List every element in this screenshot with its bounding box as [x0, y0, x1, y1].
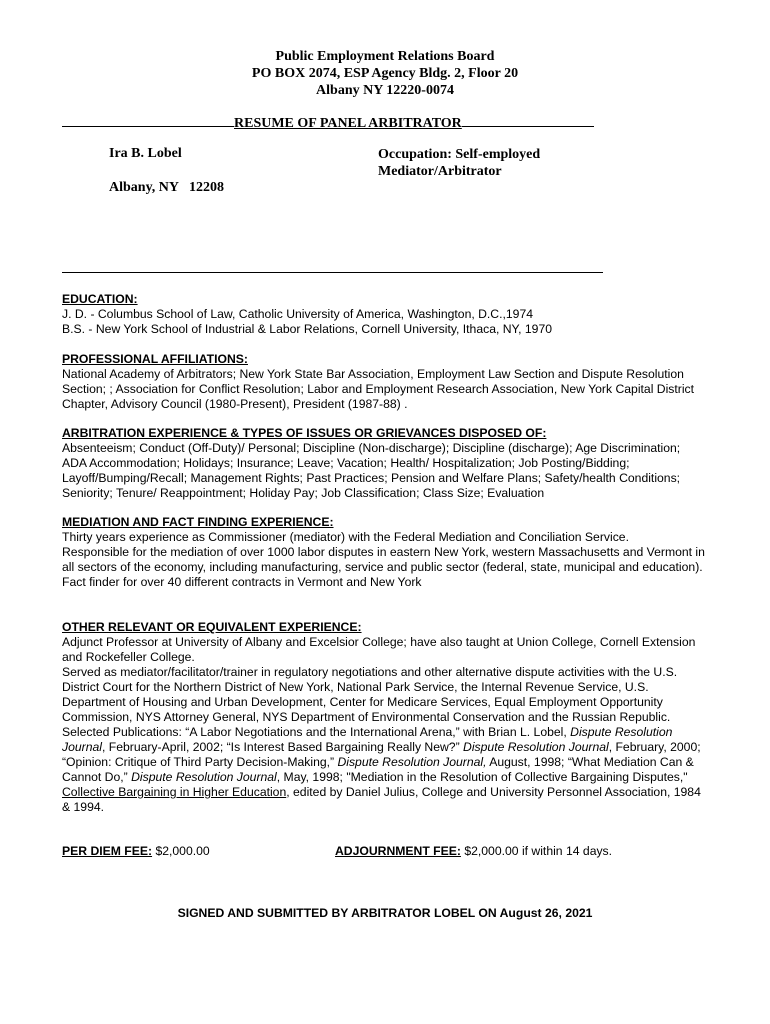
- signature-statement: SIGNED AND SUBMITTED BY ARBITRATOR LOBEL ON August 26, 2021: [177, 906, 593, 920]
- document-title: RESUME OF PANEL ARBITRATOR: [234, 116, 462, 131]
- arbitrator-name: Ira B. Lobel: [109, 146, 182, 161]
- arbitration-heading: ARBITRATION EXPERIENCE & TYPES OF ISSUES OR GRIEVANCES DISPOSED OF:: [62, 426, 547, 440]
- letterhead-org: Public Employment Relations Board: [275, 49, 495, 64]
- publication-text: , February, 2000; “Opinion: Critique of Third Party Decision-Making,”: [62, 740, 701, 769]
- adjournment-fee-value: $2,000.00 if within 14 days.: [460, 844, 613, 858]
- education-heading: EDUCATION:: [62, 292, 138, 306]
- occupation-line-1: Occupation: Self-employed: [378, 147, 541, 162]
- mediation-line: Fact finder for over 40 different contracts in Vermont and New York: [62, 575, 422, 589]
- title-rule-left: [62, 114, 234, 127]
- adjournment-fee: [335, 844, 612, 858]
- other-experience-section: [62, 620, 707, 815]
- journal-title: Dispute Resolution Journal: [463, 740, 609, 754]
- per-diem-fee-value: $2,000.00: [152, 844, 210, 858]
- letterhead-address: PO BOX 2074, ESP Agency Bldg. 2, Floor 20: [251, 66, 519, 81]
- other-experience-teaching: Adjunct Professor at University of Albany and Excelsior College; have also taught at Union College, Cornell Extension and Rockefeller College.: [62, 635, 696, 664]
- per-diem-fee: [62, 844, 210, 858]
- document-title-row: [62, 114, 602, 132]
- education-item: J. D. - Columbus School of Law, Catholic University of America, Washington, D.C.,1974: [62, 307, 533, 321]
- arbitrator-occupation: [378, 146, 540, 180]
- mediation-section: [62, 515, 707, 590]
- book-title: Collective Bargaining in Higher Education: [62, 785, 287, 799]
- publication-text: August, 1998; “What Mediation Can & Cannot Do,”: [62, 755, 694, 784]
- mediation-line: Thirty years experience as Commissioner (mediator) with the Federal Mediation and Conciliation Service.: [62, 530, 629, 544]
- occupation-line-2: Mediator/Arbitrator: [378, 164, 502, 179]
- letterhead-city: Albany NY 12220-0074: [316, 83, 454, 98]
- mediation-heading: MEDIATION AND FACT FINDING EXPERIENCE:: [62, 515, 334, 529]
- education-item: B.S. - New York School of Industrial & Labor Relations, Cornell University, Ithaca, NY, 1970: [62, 322, 553, 336]
- education-section: [62, 292, 707, 337]
- section-divider: [62, 272, 603, 273]
- publications-intro: Selected Publications: “A Labor Negotiations and the International Arena,” with Brian L. Lobel,: [62, 725, 571, 739]
- affiliations-section: [62, 352, 707, 412]
- affiliations-heading: PROFESSIONAL AFFILIATIONS:: [62, 352, 248, 366]
- per-diem-fee-label: PER DIEM FEE:: [62, 844, 153, 858]
- journal-title: Dispute Resolution Journal: [131, 770, 277, 784]
- other-experience-mediation: Served as mediator/facilitator/trainer in regulatory negotiations and other alternative dispute activities with the U.S. District Court for the Northern District of New York, National Park Service, the Internal Revenue Service, U.S. Department of Housing and Urban Development, Center for Medicare Services, Equal Employment Opportunity Commission, NYS Attorney General, NYS Department of Environmental Conservation and the Russian Republic.: [62, 665, 678, 724]
- arbitration-text: Absenteeism; Conduct (Off-Duty)/ Personal; Discipline (Non-discharge); Discipline (discharge); Age Discrimination; ADA Accommodation; Holidays; Insurance; Leave; Vacation; Health/ Hospitalization; Job Posting/Bidding; Layoff/Bumping/Recall; Management Rights; Past Practices; Pension and Welfare Plans; Safety/health Conditions; Seniority; Tenure/ Reappointment; Holiday Pay; Job Classification; Class Size; Evaluation: [62, 441, 681, 500]
- adjournment-fee-label: ADJOURNMENT FEE:: [335, 844, 461, 858]
- publication-text: , May, 1998; "Mediation in the Resolution of Collective Bargaining Disputes,": [276, 770, 688, 784]
- other-experience-heading: OTHER RELEVANT OR EQUIVALENT EXPERIENCE:: [62, 620, 362, 634]
- title-rule-right: [462, 114, 594, 127]
- publication-text: , edited by Daniel Julius, College and University Personnel Association, 1984 & 1994.: [62, 785, 701, 814]
- journal-title: Dispute Resolution Journal,: [337, 755, 487, 769]
- letterhead: [0, 48, 770, 99]
- affiliations-text: National Academy of Arbitrators; New York State Bar Association, Employment Law Section and Dispute Resolution Section; ; Association for Conflict Resolution; Labor and Employment Research Association, New York Capital District Chapter, Advisory Council (1980-Present), President (1987-88) .: [62, 367, 695, 411]
- mediation-line: Responsible for the mediation of over 1000 labor disputes in eastern New York, western Massachusetts and Vermont in all sectors of the economy, including manufacturing, service and public sector (federal, state, municipal and education).: [62, 545, 705, 574]
- selected-publications: [62, 725, 707, 815]
- arbitration-section: [62, 426, 707, 501]
- arbitrator-city: Albany, NY 12208: [109, 180, 225, 195]
- journal-title: Dispute Resolution Journal: [62, 725, 673, 754]
- publication-text: , February-April, 2002; “Is Interest Based Bargaining Really New?”: [101, 740, 464, 754]
